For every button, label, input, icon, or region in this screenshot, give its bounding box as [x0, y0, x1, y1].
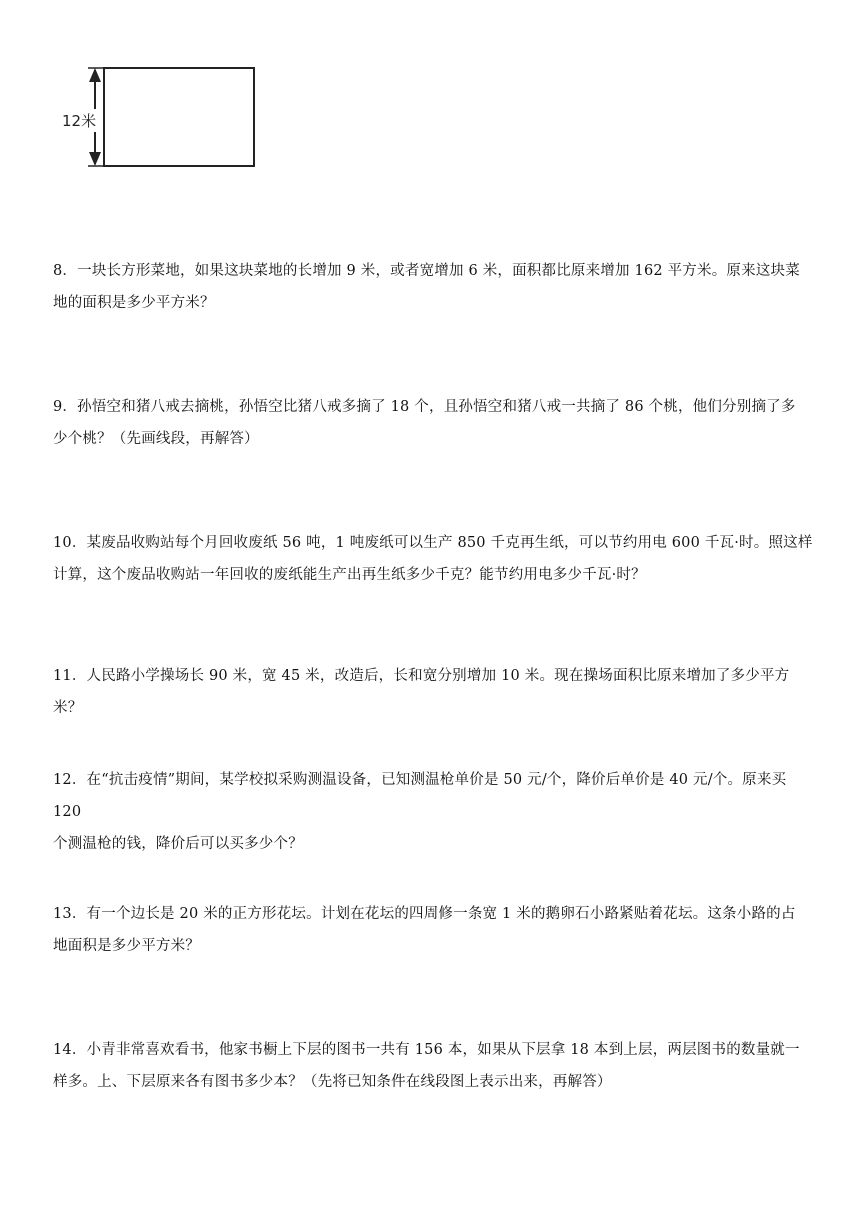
question-line: 少个桃？（先画线段，再解答） [53, 431, 259, 447]
question-line: 地面积是多少平方米？ [53, 938, 200, 954]
arrow-up-icon [89, 68, 101, 82]
question-line: 14．小青非常喜欢看书，他家书橱上下层的图书一共有 156 本，如果从下层拿 18 本到上层，两层图书的数量就一 [53, 1042, 800, 1058]
question-line: 计算，这个废品收购站一年回收的废纸能生产出再生纸多少千克？能节约用电多少千瓦·时？ [53, 567, 646, 583]
question-line: 地的面积是多少平方米？ [53, 295, 215, 311]
question-line: 11．人民路小学操场长 90 米，宽 45 米，改造后，长和宽分别增加 10 米。现在操场面积比原来增加了多少平方米？ [53, 668, 790, 716]
question-line: 8．一块长方形菜地，如果这块菜地的长增加 9 米，或者宽增加 6 米，面积都比原来增加 162 平方米。原来这块菜 [53, 263, 800, 279]
question-line: 10．某废品收购站每个月回收废纸 56 吨，1 吨废纸可以生产 850 千克再生纸，可以节约用电 600 千瓦·时。照这样 [53, 535, 813, 551]
question-14 [53, 1034, 813, 1098]
arrow-down-icon [89, 152, 101, 166]
question-9 [53, 391, 813, 455]
question-line: 个测温枪的钱，降价后可以买多少个？ [53, 836, 303, 852]
question-11 [53, 660, 813, 724]
question-line: 9．孙悟空和猪八戒去摘桃，孙悟空比猪八戒多摘了 18 个，且孙悟空和猪八戒一共摘了 86 个桃，他们分别摘了多 [53, 399, 796, 415]
height-label: 12米 [62, 109, 96, 132]
question-line: 12．在“抗击疫情”期间，某学校拟采购测温设备，已知测温枪单价是 50 元/个，降价后单价是 40 元/个。原来买 120 [53, 772, 787, 820]
question-line: 样多。上、下层原来各有图书多少本？（先将已知条件在线段图上表示出来，再解答） [53, 1074, 612, 1090]
question-10 [53, 527, 813, 591]
question-8 [53, 255, 813, 319]
question-13 [53, 898, 813, 962]
question-line: 13．有一个边长是 20 米的正方形花坛。计划在花坛的四周修一条宽 1 米的鹅卵石小路紧贴着花坛。这条小路的占 [53, 906, 796, 922]
rectangle-shape [104, 68, 254, 166]
rectangle-figure [62, 62, 262, 174]
question-12 [53, 764, 813, 860]
